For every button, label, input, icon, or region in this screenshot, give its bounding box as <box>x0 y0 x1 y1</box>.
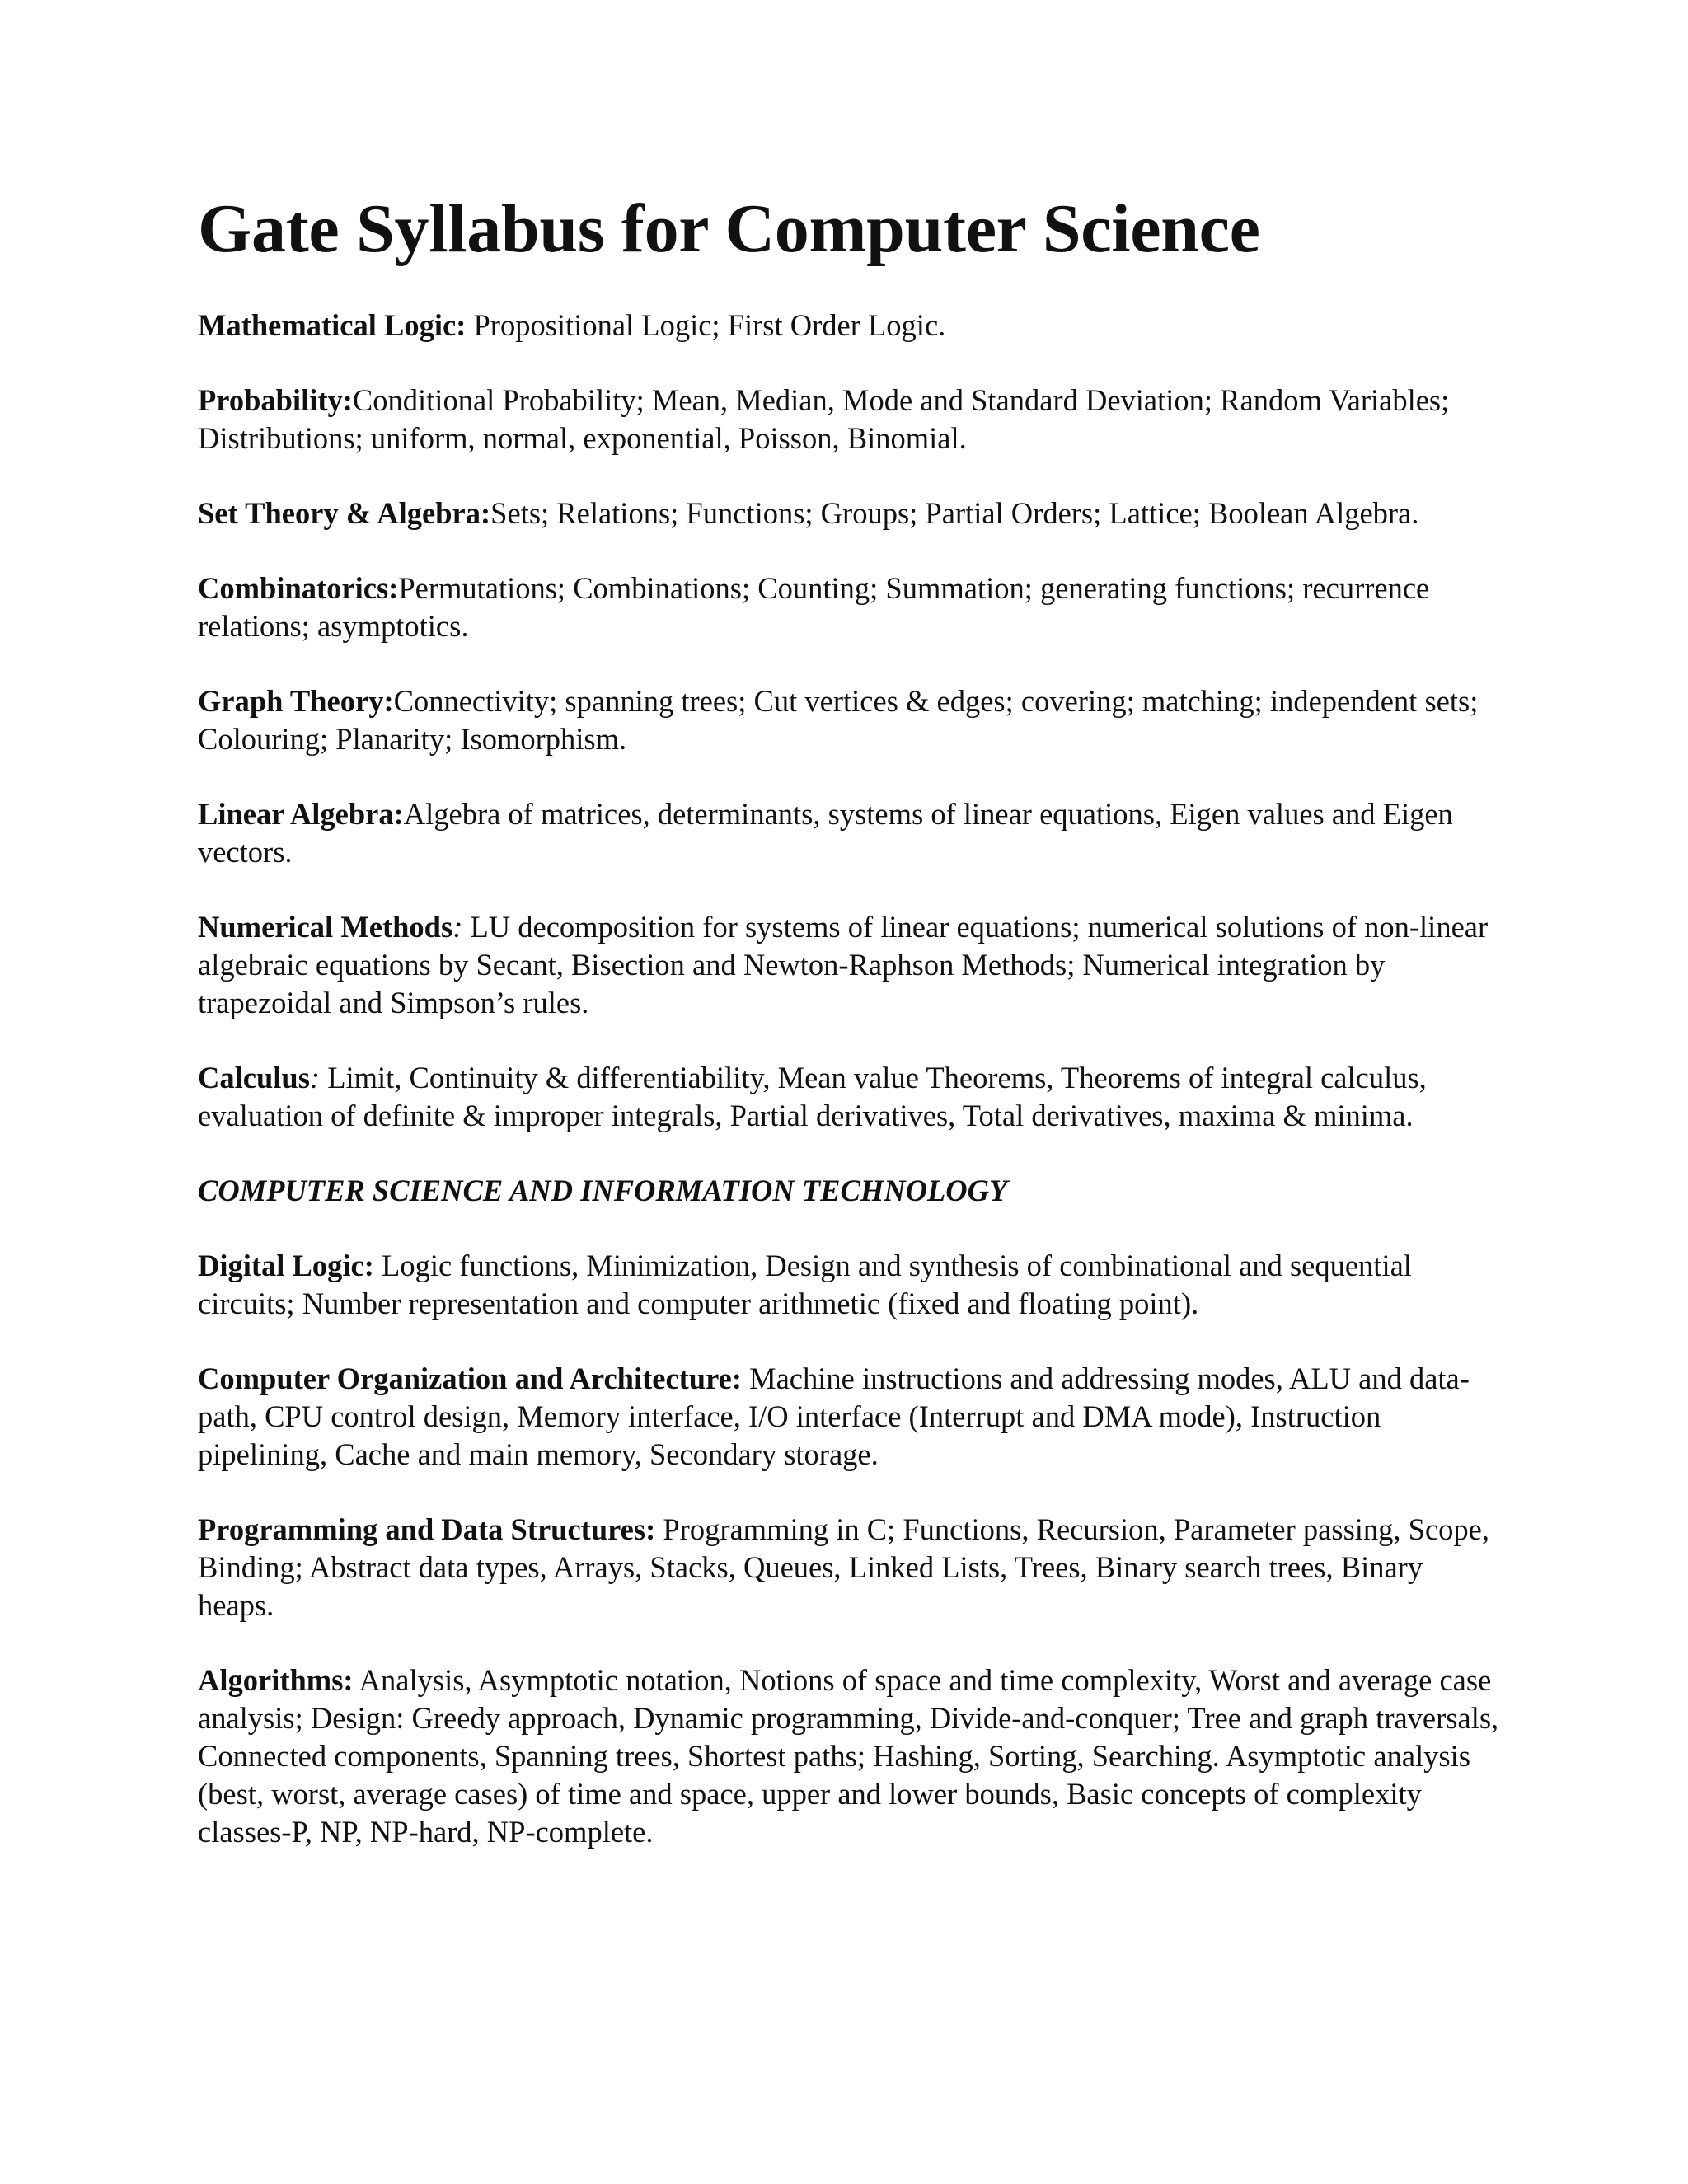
topic-combinatorics <box>198 569 1500 645</box>
topic-computer-organization <box>198 1360 1500 1474</box>
topic-numerical-methods <box>198 908 1500 1022</box>
topic-label: Algorithms: <box>198 1663 354 1698</box>
section-heading: COMPUTER SCIENCE AND INFORMATION TECHNOLOGY <box>198 1174 1008 1208</box>
topic-label: Calculus <box>198 1061 310 1095</box>
topic-label: Mathematical Logic: <box>198 308 467 343</box>
topic-text: Connectivity; spanning trees; Cut vertices & edges; covering; matching; independent sets; Colouring; Planarity; Isomorphism. <box>198 684 1479 757</box>
topic-graph-theory <box>198 682 1500 758</box>
topic-text: Machine instructions and addressing modes, ALU and data-path, CPU control design, Memory interface, I/O interface (Interrupt and DMA mode), Instruction pipelining, Cache and main memory, Secondary storage. <box>198 1361 1470 1472</box>
math-topics <box>198 307 1500 1135</box>
topic-linear-algebra <box>198 795 1500 871</box>
topic-text: Permutations; Combinations; Counting; Summation; generating functions; recurrence relations; asymptotics. <box>198 571 1430 644</box>
page-title: Gate Syllabus for Computer Science <box>198 190 1260 267</box>
topic-text: LU decomposition for systems of linear equations; numerical solutions of non-linear algebraic equations by Secant, Bisection and Newton-Raphson Methods; Numerical integration by trapezoidal and Simpson’s rules. <box>198 910 1489 1020</box>
topic-text: Logic functions, Minimization, Design and synthesis of combinational and sequential circuits; Number representation and computer arithmetic (fixed and floating point). <box>198 1249 1412 1321</box>
cs-topics <box>198 1247 1500 1851</box>
topic-text: Algebra of matrices, determinants, systems of linear equations, Eigen values and Eigen vectors. <box>198 797 1453 869</box>
topic-label: Computer Organization and Architecture: <box>198 1361 742 1396</box>
topic-set-theory-algebra <box>198 494 1500 532</box>
topic-label: Set Theory & Algebra: <box>198 496 491 531</box>
topic-separator: : <box>309 1061 321 1095</box>
topic-text: Limit, Continuity & differentiability, Mean value Theorems, Theorems of integral calculus, evaluation of definite & improper integrals, Partial derivatives, Total derivatives, maxima & minima. <box>198 1061 1427 1133</box>
topic-calculus <box>198 1059 1500 1135</box>
topic-algorithms <box>198 1661 1500 1851</box>
topic-digital-logic <box>198 1247 1500 1323</box>
topic-mathematical-logic <box>198 307 1500 344</box>
topic-label: Digital Logic: <box>198 1249 374 1283</box>
topic-label: Programming and Data Structures: <box>198 1512 656 1547</box>
topic-text: Conditional Probability; Mean, Median, Mode and Standard Deviation; Random Variables; Distributions; uniform, normal, exponential, Poisson, Binomial. <box>198 383 1450 456</box>
topic-text: Propositional Logic; First Order Logic. <box>466 308 946 343</box>
topic-label: Graph Theory: <box>198 684 394 719</box>
topic-text: Sets; Relations; Functions; Groups; Partial Orders; Lattice; Boolean Algebra. <box>490 496 1419 531</box>
topic-label: Probability: <box>198 383 353 418</box>
topic-programming-data-structures <box>198 1511 1500 1624</box>
topic-separator: : <box>452 910 463 944</box>
topic-label: Linear Algebra: <box>198 797 404 832</box>
topic-text: Analysis, Asymptotic notation, Notions of space and time complexity, Worst and average case analysis; Design: Greedy approach, Dynamic programming, Divide-and-conquer; Tree and graph traversals, Connected components, Spanning trees, Shortest paths; Hashing, Sorting, Searching. Asymptotic analysis (best, worst, average cases) of time and space, upper and lower bounds, Basic concepts of complexity classes-P, NP, NP-hard, NP-complete. <box>198 1663 1499 1849</box>
topic-text: Programming in C; Functions, Recursion, Parameter passing, Scope, Binding; Abstract data types, Arrays, Stacks, Queues, Linked Lists, Trees, Binary search trees, Binary heaps. <box>198 1512 1489 1623</box>
topic-probability <box>198 382 1500 457</box>
document-page <box>198 191 1500 1888</box>
topic-label: Numerical Methods <box>198 910 453 944</box>
topic-label: Combinatorics: <box>198 571 399 606</box>
